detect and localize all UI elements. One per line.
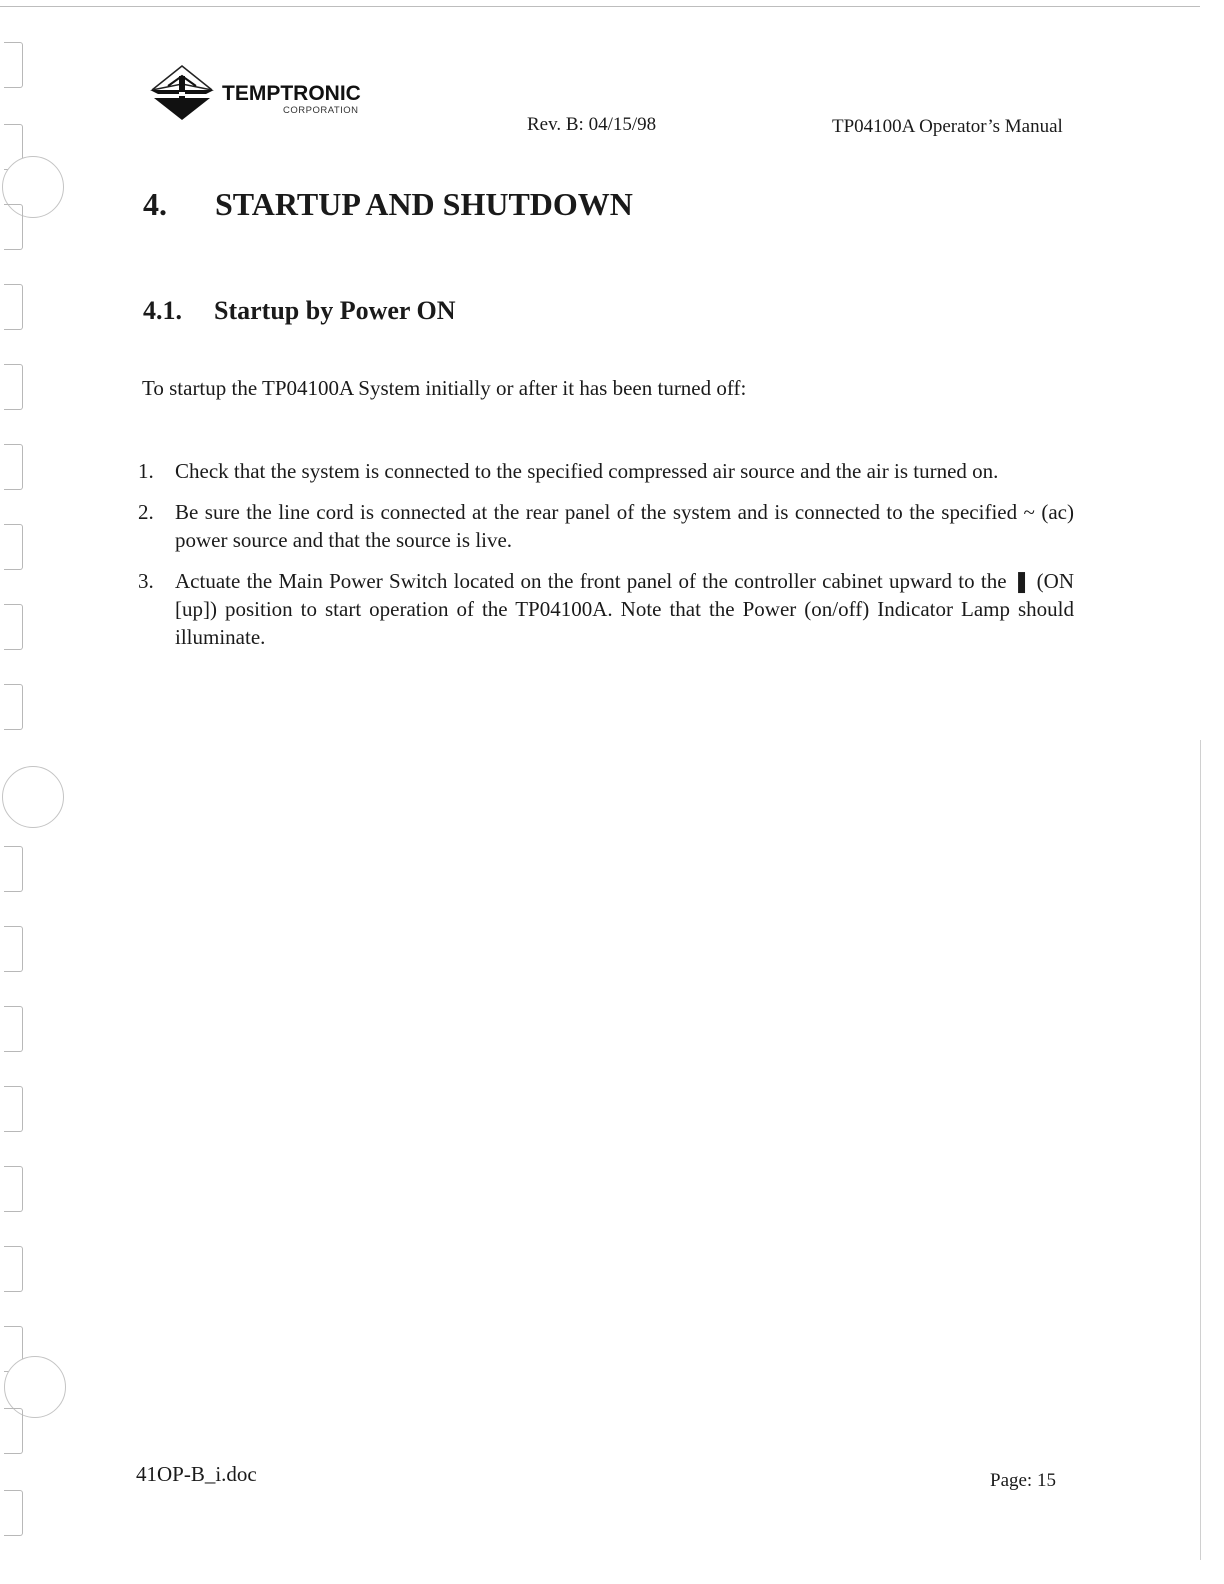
step-text: Be sure the line cord is connected at the rear panel of the system and is connected to the specified ~ (ac) power source and that the source is live.	[175, 500, 1074, 552]
punch-hole	[2, 766, 64, 828]
punch-slot	[4, 42, 23, 88]
subsection-number: 4.1.	[143, 296, 182, 325]
punch-slot	[4, 926, 23, 972]
footer-filename: 41OP-B_i.doc	[136, 1462, 257, 1486]
punch-slot	[4, 1086, 23, 1132]
punch-slot	[4, 1408, 23, 1454]
top-rule	[0, 6, 1200, 7]
section-title: STARTUP AND SHUTDOWN	[215, 186, 633, 222]
punch-slot	[4, 604, 23, 650]
binder-punch-strip	[0, 0, 70, 1584]
punch-slot	[4, 444, 23, 490]
company-logo	[146, 62, 376, 122]
step-number: 3.	[138, 569, 154, 593]
step-text: Actuate the Main Power Switch located on the front panel of the controller cabinet upward to the ❚ (ON [up]) position to start operation of the TP04100A. Note that the Power (on/off) Indicator Lamp should illuminate.	[175, 569, 1074, 649]
punch-slot	[4, 1490, 23, 1536]
step-number: 1.	[138, 459, 154, 483]
steps-list	[138, 457, 1074, 664]
temptronic-logo-icon	[146, 64, 218, 122]
list-item	[138, 498, 1074, 554]
punch-slot	[4, 364, 23, 410]
section-number: 4.	[143, 186, 167, 222]
punch-slot	[4, 204, 23, 250]
footer-page-number: Page: 15	[990, 1470, 1056, 1491]
logo-subtitle: CORPORATION	[283, 105, 359, 116]
step-text: Check that the system is connected to the specified compressed air source and the air is turned on.	[175, 459, 999, 483]
list-item	[138, 457, 1074, 485]
punch-slot	[4, 1246, 23, 1292]
list-item	[138, 567, 1074, 651]
step-number: 2.	[138, 500, 154, 524]
punch-slot	[4, 846, 23, 892]
right-edge-rule	[1200, 740, 1201, 1560]
subsection-title: Startup by Power ON	[214, 296, 456, 325]
punch-slot	[4, 524, 23, 570]
intro-paragraph: To startup the TP04100A System initially or after it has been turned off:	[142, 376, 747, 400]
manual-title: TP04100A Operator’s Manual	[832, 116, 1063, 137]
punch-slot	[4, 284, 23, 330]
revision-label: Rev. B: 04/15/98	[527, 114, 657, 135]
punch-slot	[4, 684, 23, 730]
logo-wordmark: TEMPTRONIC	[222, 82, 361, 105]
punch-slot	[4, 1006, 23, 1052]
punch-slot	[4, 1166, 23, 1212]
